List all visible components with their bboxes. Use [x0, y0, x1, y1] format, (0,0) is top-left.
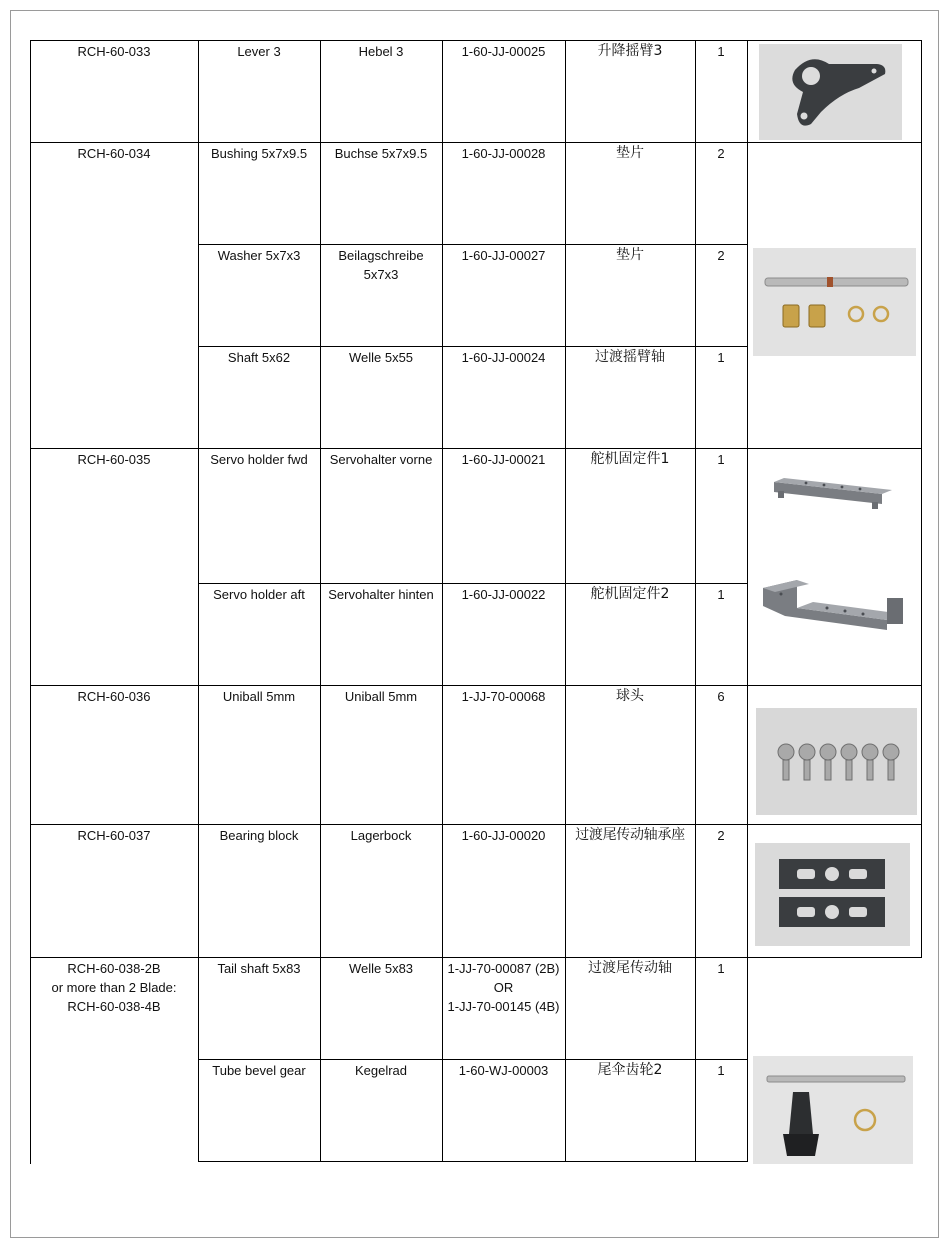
part-name-en: Washer 5x7x3: [217, 248, 301, 263]
part-name-de: Buchse 5x7x9.5: [334, 146, 428, 161]
part-name-de: Hebel 3: [358, 44, 404, 59]
shaft-bushings-washers-photo: [753, 248, 916, 356]
part-name-de-line2: 5x7x3: [363, 267, 399, 282]
part-code: 1-60-JJ-00022: [461, 587, 546, 602]
quantity: 2: [717, 248, 725, 263]
servo-holder-aft-render: [757, 566, 909, 638]
part-code-line2: OR: [493, 980, 514, 995]
part-name-zh: 过渡尾传动轴: [588, 960, 672, 976]
tail-shaft-bevel-gear-photo: [753, 1056, 913, 1164]
part-name-zh: 过渡摇臂轴: [595, 349, 665, 365]
part-name-en: Tail shaft 5x83: [217, 961, 301, 976]
set-number-line3: RCH-60-038-4B: [67, 999, 161, 1014]
part-name-zh: 垫片: [616, 145, 644, 161]
part-name-en: Bushing 5x7x9.5: [210, 146, 308, 161]
part-code: 1-60-JJ-00024: [461, 350, 546, 365]
set-number: RCH-60-034: [77, 146, 151, 161]
part-code: 1-60-WJ-00003: [458, 1063, 549, 1078]
set-number: RCH-60-036: [77, 689, 151, 704]
quantity: 1: [717, 452, 725, 467]
part-code: 1-60-JJ-00020: [461, 828, 546, 843]
part-name-zh: 升降摇臂3: [597, 43, 663, 59]
part-code: 1-60-JJ-00027: [461, 248, 546, 263]
part-name-de: Servohalter hinten: [328, 587, 434, 602]
part-code-line3: 1-JJ-70-00145 (4B): [447, 999, 560, 1014]
part-name-en: Servo holder aft: [213, 587, 305, 602]
quantity: 6: [717, 689, 725, 704]
quantity: 1: [717, 587, 725, 602]
uniball-set-photo: [756, 708, 917, 815]
part-code: 1-60-JJ-00025: [461, 44, 546, 59]
part-name-en: Uniball 5mm: [222, 689, 296, 704]
part-name-de: Welle 5x83: [348, 961, 414, 976]
part-name-de: Welle 5x55: [348, 350, 414, 365]
quantity: 2: [717, 828, 725, 843]
bearing-block-pair-photo: [755, 843, 910, 946]
part-name-en: Shaft 5x62: [227, 350, 291, 365]
set-number-line2: or more than 2 Blade:: [51, 980, 177, 995]
lever-arm-photo: [759, 44, 902, 140]
part-name-zh: 舵机固定件1: [590, 451, 670, 467]
part-name-en: Tube bevel gear: [212, 1063, 306, 1078]
quantity: 1: [717, 1063, 725, 1078]
part-name-en: Bearing block: [219, 828, 299, 843]
part-name-zh: 尾伞齿轮2: [597, 1062, 663, 1078]
part-name-de: Servohalter vorne: [329, 452, 433, 467]
quantity: 1: [717, 350, 725, 365]
part-name-zh: 过渡尾传动轴承座: [575, 827, 685, 843]
quantity: 1: [717, 961, 725, 976]
part-code: 1-JJ-70-00087 (2B): [447, 961, 560, 976]
part-name-zh: 球头: [616, 688, 644, 704]
part-name-zh: 垫片: [616, 247, 644, 263]
part-name-en: Lever 3: [237, 44, 281, 59]
quantity: 2: [717, 146, 725, 161]
set-number: RCH-60-037: [77, 828, 151, 843]
part-name-de: Kegelrad: [354, 1063, 408, 1078]
set-number: RCH-60-038-2B: [67, 961, 161, 976]
part-name-de: Uniball 5mm: [344, 689, 418, 704]
part-name-zh: 舵机固定件2: [590, 586, 670, 602]
set-number: RCH-60-033: [77, 44, 151, 59]
part-name-de: Beilagschreibe: [338, 248, 424, 263]
quantity: 1: [717, 44, 725, 59]
part-name-de: Lagerbock: [350, 828, 412, 843]
set-number: RCH-60-035: [77, 452, 151, 467]
servo-holder-fwd-render: [754, 462, 897, 518]
part-code: 1-JJ-70-00068: [461, 689, 546, 704]
part-name-en: Servo holder fwd: [210, 452, 308, 467]
part-code: 1-60-JJ-00021: [461, 452, 546, 467]
part-code: 1-60-JJ-00028: [461, 146, 546, 161]
